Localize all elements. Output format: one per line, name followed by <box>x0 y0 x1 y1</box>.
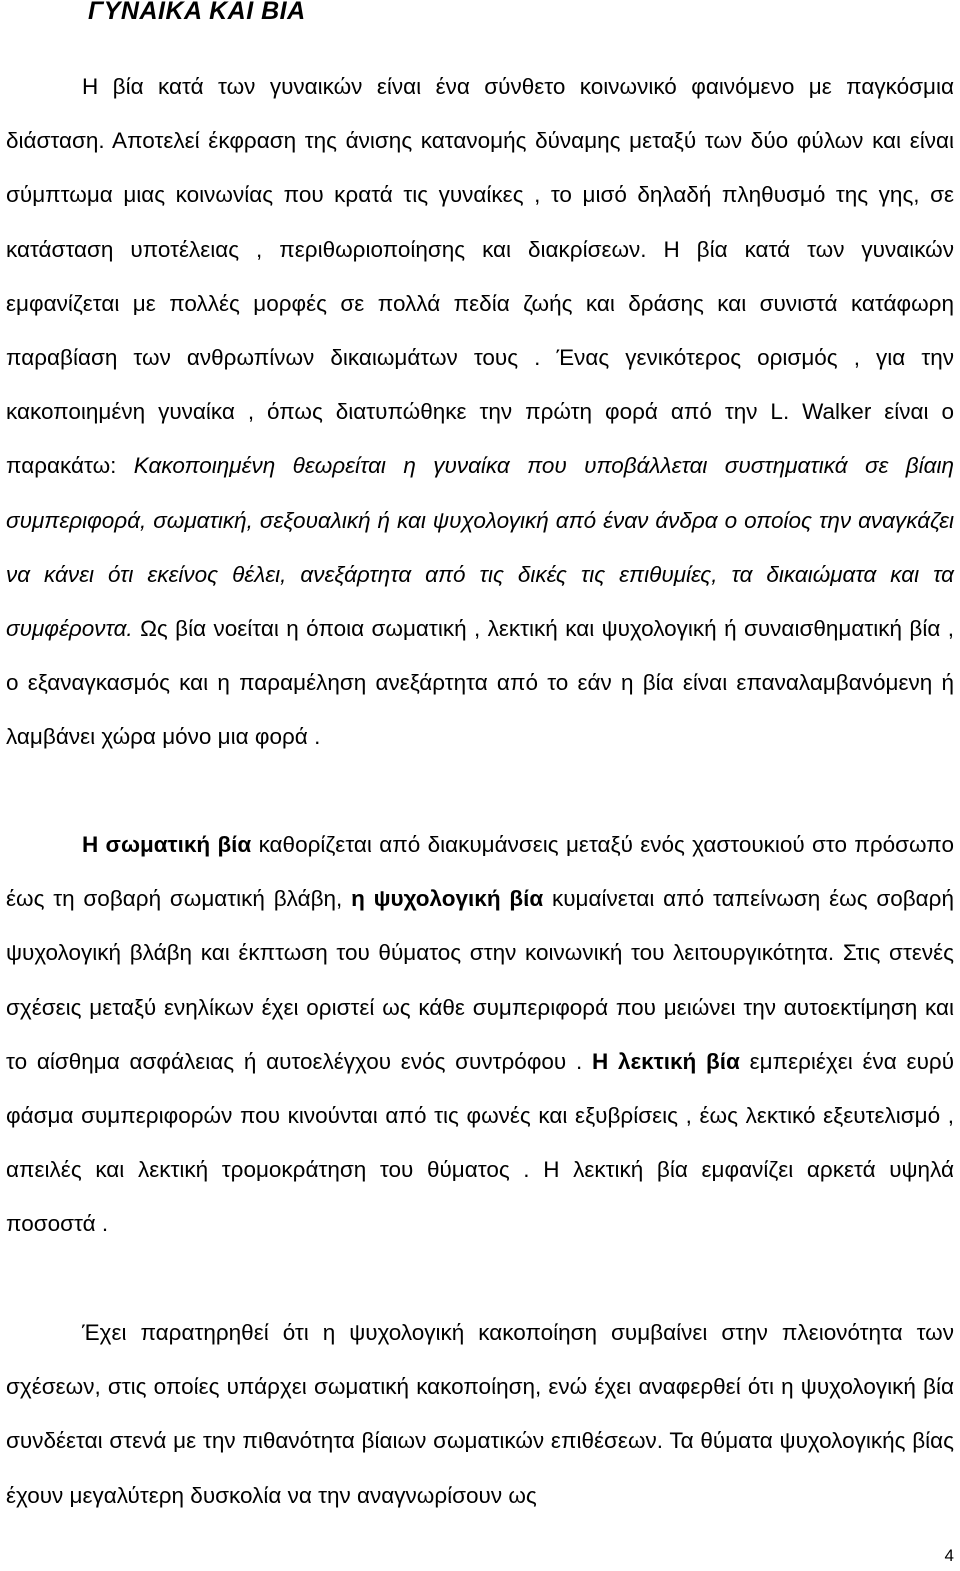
paragraph1-text-a: Η βία κατά των γυναικών είναι ένα σύνθετο κοινωνικό φαινόμενο με παγκόσμια διάσταση. Αποτελεί έκφραση της άνισης κατανομής δύναμης μεταξύ των δύο φύλων και είναι σύμπτωμα μιας κοινωνίας που κρατά τις γυναίκες , το μισό δηλαδή πληθυσμό της γης, σε κατάσταση υποτέλειας , περιθωριοποίησης και διακρίσεων. Η βία κατά των γυναικών εμφανίζεται με πολλές μορφές σε πολλά πεδία ζωής και δράσης και συνιστά κατάφωρη παραβίαση των ανθρωπίνων δικαιωμάτων τους . Ένας γενικότερος ορισμός , για την κακοποιημένη γυναίκα , όπως διατυπώθηκε την πρώτη φορά από την L. Walker είναι ο παρακάτω: <box>6 74 954 479</box>
paragraph2-text-a: καθορίζεται από διακυμάνσεις μεταξύ ενός χαστουκιού στο πρόσωπο έως τη σοβαρή σωματική βλάβη, <box>6 832 954 912</box>
page-number: 4 <box>944 1546 954 1565</box>
paragraph-psychological-abuse: Έχει παρατηρηθεί ότι η ψυχολογική κακοποίηση συμβαίνει στην πλειονότητα των σχέσεων, στις οποίες υπάρχει σωματική κακοποίηση, ενώ έχει αναφερθεί ότι η ψυχολογική βία συνδέεται στενά με την πιθανότητα βίαιων σωματικών επιθέσεων. Τα θύματα ψυχολογικής βίας έχουν μεγαλύτερη δυσκολία να την αναγνωρίσουν ως <box>6 1320 954 1508</box>
paragraph2-text-b: κυμαίνεται από ταπείνωση έως σοβαρή ψυχολογική βλάβη και έκπτωση του θύματος στην κοινωνική του λειτουργικότητα. Στις στενές σχέσεις μεταξύ ενηλίκων έχει οριστεί ως κάθε συμπεριφορά που μειώνει την αυτοεκτίμηση και το αίσθημα ασφάλειας ή αυτοελέγχου ενός συντρόφου . <box>6 886 954 1074</box>
section-heading: ΓΥΝΑΙΚΑ ΚΑΙ ΒΙΑ <box>88 0 306 25</box>
paragraph1-text-b: Ως βία νοείται η όποια σωματική , λεκτική και ψυχολογική ή συναισθηματική βία , ο εξαναγκασμός και η παραμέληση ανεξάρτητα από το εάν η βία είναι επαναλαμβανόμενη ή λαμβάνει χώρα μόνο μια φορά . <box>6 616 954 750</box>
paragraph-forms-of-violence <box>6 818 954 1252</box>
term-physical-violence: Η σωματική βία <box>82 832 252 857</box>
term-verbal-violence: Η λεκτική βία <box>591 1048 740 1074</box>
paragraph-definition <box>6 60 954 765</box>
term-psychological-violence: η ψυχολογική βία <box>351 886 544 912</box>
walker-definition: Κακοποιημένη θεωρείται η γυναίκα που υποβάλλεται συστηματικά σε βίαιη συμπεριφορά, σωματική, σεξουαλική ή και ψυχολογική από έναν άνδρα ο οποίος την αναγκάζει να κάνει ότι εκείνος θέλει, ανεξάρτητα από τις δικές τις επιθυμίες, τα δικαιώματα και τα συμφέροντα. <box>6 453 954 642</box>
paragraph2-text-c: εμπεριέχει ένα ευρύ φάσμα συμπεριφορών που κινούνται από τις φωνές και εξυβρίσεις , έως λεκτικό εξευτελισμό , απειλές και λεκτική τρομοκράτηση του θύματος . Η λεκτική βία εμφανίζει αρκετά υψηλά ποσοστά . <box>6 1048 954 1237</box>
